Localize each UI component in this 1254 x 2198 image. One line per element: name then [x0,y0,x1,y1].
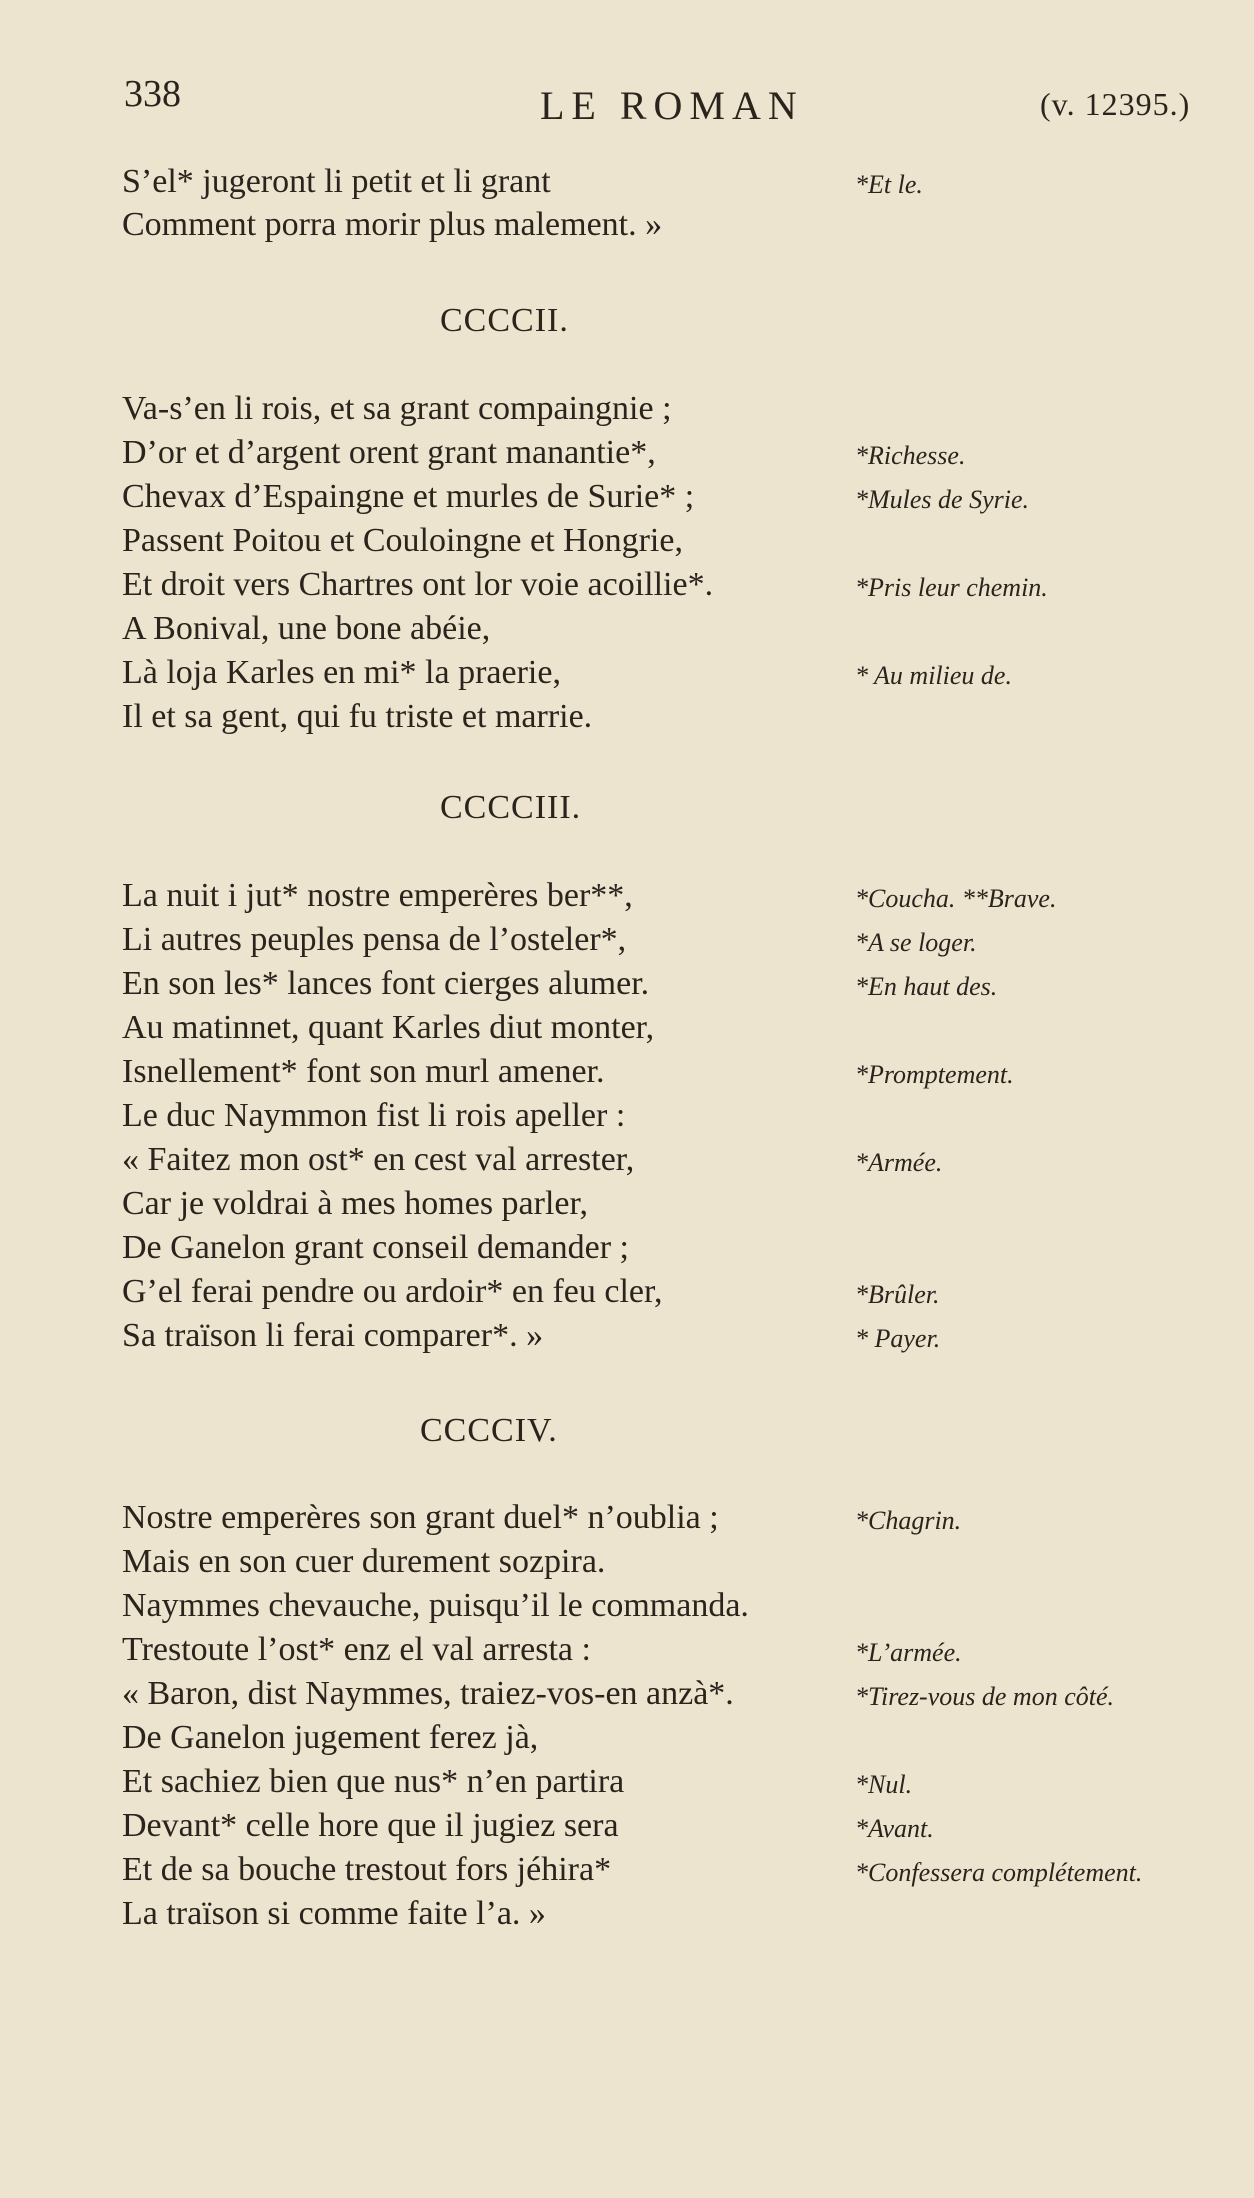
laisse-heading: CCCCIV. [420,1412,558,1449]
page-number: 338 [124,73,181,115]
gloss-note: *En haut des. [855,972,998,1001]
verse-line: Sa traïson li ferai comparer*. » [122,1317,544,1354]
gloss-note: *Armée. [855,1148,943,1177]
verse-line: Li autres peuples pensa de l’osteler*, [122,921,627,958]
verse-line: « Faitez mon ost* en cest val arrester, [122,1141,635,1178]
gloss-note: *Confessera complétement. [855,1858,1143,1887]
verse-line: Le duc Naymmon fist li rois apeller : [122,1097,626,1134]
verse-line: De Ganelon jugement ferez jà, [122,1719,539,1756]
verse-line: Chevax d’Espaingne et murles de Surie* ; [122,478,695,515]
gloss-note: *A se loger. [855,928,977,957]
gloss-note: *Coucha. **Brave. [855,884,1057,913]
verse-line: Devant* celle hore que il jugiez sera [122,1807,619,1844]
verse-line: La nuit i jut* nostre emperères ber**, [122,877,633,914]
verse-line: De Ganelon grant conseil demander ; [122,1229,629,1266]
gloss-note: * Payer. [855,1324,941,1353]
verse-line: En son les* lances font cierges alumer. [122,965,650,1002]
verse-line: « Baron, dist Naymmes, traiez-vos-en anzà*. [122,1675,734,1712]
verse-line: Au matinnet, quant Karles diut monter, [122,1009,655,1046]
verse-line: Et de sa bouche trestout fors jéhira* [122,1851,612,1888]
verse-line: La traïson si comme faite l’a. » [122,1895,546,1932]
verse-line: Car je voldrai à mes homes parler, [122,1185,588,1222]
gloss-note: *Brûler. [855,1280,940,1309]
gloss-note: *Tirez-vous de mon côté. [855,1682,1114,1711]
verse-line: G’el ferai pendre ou ardoir* en feu cler, [122,1273,663,1310]
verse-line: Et sachiez bien que nus* n’en partira [122,1763,625,1800]
verse-line: Comment porra morir plus malement. » [122,206,663,243]
verse-line: A Bonival, une bone abéie, [122,610,491,647]
gloss-note: *Nul. [855,1770,913,1799]
verse-line: Nostre emperères son grant duel* n’oublia ; [122,1499,719,1536]
running-title: LE ROMAN [540,83,804,128]
verse-reference: (v. 12395.) [1040,86,1191,122]
gloss-note: *Pris leur chemin. [855,573,1048,602]
running-header [0,72,1254,132]
verse-line: Mais en son cuer durement sozpira. [122,1543,606,1580]
verse-line: Là loja Karles en mi* la praerie, [122,654,561,691]
verse-line: D’or et d’argent orent grant manantie*, [122,434,656,471]
verse-line: S’el* jugeront li petit et li grant [122,163,551,200]
gloss-note: *Richesse. [855,441,966,470]
gloss-note: *Promptement. [855,1060,1014,1089]
verse-line: Passent Poitou et Couloingne et Hongrie, [122,522,683,559]
verse-line: Naymmes chevauche, puisqu’il le commanda. [122,1587,749,1624]
verse-line: Trestoute l’ost* enz el val arresta : [122,1631,591,1668]
verse-line: Il et sa gent, qui fu triste et marrie. [122,698,593,735]
gloss-note: *Avant. [855,1814,934,1843]
gloss-note: *Chagrin. [855,1506,962,1535]
gloss-note: *L’armée. [855,1638,962,1667]
gloss-note: *Et le. [855,170,923,199]
verse-line: Et droit vers Chartres ont lor voie acoillie*. [122,566,714,603]
verse-line: Isnellement* font son murl amener. [122,1053,605,1090]
gloss-note: * Au milieu de. [855,661,1012,690]
gloss-note: *Mules de Syrie. [855,485,1030,514]
laisse-heading: CCCCII. [440,302,569,339]
verse-line: Va-s’en li rois, et sa grant compaingnie ; [122,390,672,427]
laisse-heading: CCCCIII. [440,789,582,826]
